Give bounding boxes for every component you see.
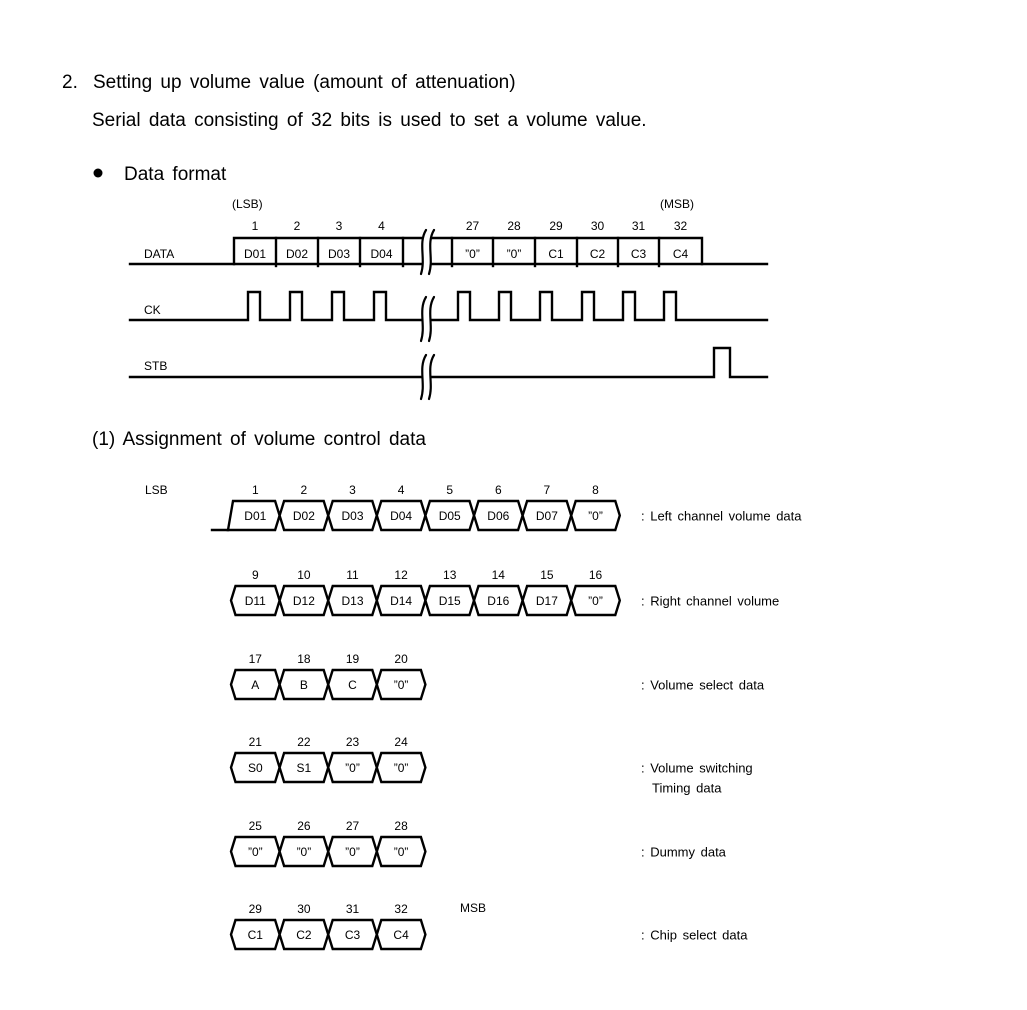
bit-cell-label: C2 [296, 928, 312, 942]
bit-number: 27 [465, 219, 480, 233]
lsb-label: LSB [145, 483, 168, 497]
bit-cell-label: D02 [292, 509, 315, 523]
data-cell: D03 [327, 247, 351, 261]
bit-number: 30 [590, 219, 605, 233]
signal-label-ck: CK [144, 303, 161, 317]
bit-number: 16 [588, 568, 603, 582]
msb-label: MSB [460, 901, 487, 915]
data-cell: C1 [548, 247, 564, 261]
lsb-label: (LSB) [232, 197, 263, 211]
row-description: : Left channel volume data [641, 508, 802, 524]
bit-number: 32 [673, 219, 688, 233]
bit-cell-label: ”0” [588, 509, 603, 523]
row-description: : Chip select data [641, 927, 748, 943]
data-cell: C3 [630, 247, 647, 261]
bit-cell-label: ”0” [393, 845, 409, 859]
bit-number: 13 [443, 568, 457, 582]
section-number: 2. [62, 72, 78, 93]
bit-cell-label: D14 [390, 594, 413, 608]
bit-number: 28 [507, 219, 521, 233]
bit-number: 8 [592, 483, 599, 497]
bit-number: 4 [378, 219, 385, 233]
bit-number: 26 [297, 819, 311, 833]
bit-number: 27 [345, 819, 360, 833]
signal-label-data: DATA [144, 247, 175, 261]
bit-cell-label: C4 [393, 928, 409, 942]
bit-cell-label: D13 [341, 594, 364, 608]
bit-cell-label: ”0” [345, 845, 360, 859]
bit-number: 6 [494, 483, 502, 497]
bit-cell-label: D12 [292, 594, 315, 608]
row-description: : Volume switching [641, 760, 753, 776]
bit-number: 28 [394, 819, 408, 833]
data-cell: D02 [285, 247, 309, 261]
bit-cell-label: ”0” [588, 594, 603, 608]
row-description: : Right channel volume [641, 593, 780, 609]
data-cell: D04 [370, 247, 393, 261]
data-cell: ”0” [506, 247, 522, 261]
bit-cell-label: S1 [296, 761, 312, 775]
bit-cell-label: D03 [341, 509, 364, 523]
bit-cell-label: ”0” [247, 845, 263, 859]
signal-label-stb: STB [144, 359, 168, 373]
stb-signal [130, 348, 767, 377]
bit-number: 5 [446, 483, 454, 497]
bit-cell-label: C3 [344, 928, 361, 942]
data-cell: C4 [672, 247, 689, 261]
bit-number: 18 [297, 652, 311, 666]
bit-number: 17 [248, 652, 262, 666]
bit-cell-label: D04 [390, 509, 413, 523]
bit-group-row [231, 652, 765, 699]
bit-number: 29 [248, 902, 262, 916]
bit-number: 9 [251, 568, 259, 582]
section-description: Serial data consisting of 32 bits is used to set a volume value. [92, 110, 647, 131]
bit-cell-label: A [251, 678, 260, 692]
bit-number: 19 [345, 652, 360, 666]
bit-number: 2 [293, 219, 301, 233]
bit-number: 14 [491, 568, 505, 582]
row-description: : Volume select data [641, 677, 765, 693]
bit-number: 21 [248, 735, 262, 749]
data-format-heading: Data format [124, 164, 227, 185]
bit-group-row [231, 568, 779, 615]
bit-group-row [212, 483, 802, 530]
bit-number: 3 [335, 219, 343, 233]
bit-number: 20 [394, 652, 408, 666]
msb-label: (MSB) [660, 197, 694, 211]
bit-cell-label: C1 [247, 928, 263, 942]
ck-signal [130, 292, 767, 320]
bit-cell-label: ”0” [393, 678, 409, 692]
bit-cell-label: D16 [487, 594, 510, 608]
bit-number: 3 [349, 483, 356, 497]
data-signal [130, 238, 767, 266]
row-description: Timing data [652, 780, 722, 796]
data-cell: D01 [243, 247, 267, 261]
bit-number: 7 [543, 483, 551, 497]
assignment-heading: (1) Assignment of volume control data [92, 429, 426, 450]
bit-number: 29 [549, 219, 563, 233]
bit-cell-label: B [299, 678, 308, 692]
timing-diagram [130, 197, 767, 399]
bit-number: 22 [297, 735, 311, 749]
bit-cell-label: D11 [244, 594, 266, 608]
bit-number: 11 [346, 568, 359, 582]
break-mark-icon [421, 230, 434, 274]
bit-cell-label: C [348, 678, 357, 692]
bit-number: 15 [540, 568, 554, 582]
bit-cell-label: D15 [438, 594, 461, 608]
bit-cell-label: D17 [535, 594, 558, 608]
bit-number: 23 [345, 735, 360, 749]
bit-number: 30 [297, 902, 311, 916]
data-cell: C2 [589, 247, 606, 261]
bit-cell-label: D06 [487, 509, 510, 523]
bit-cell-label: D01 [244, 509, 267, 523]
bit-number: 10 [297, 568, 311, 582]
bit-number: 32 [394, 902, 408, 916]
bit-number: 2 [300, 483, 308, 497]
bit-group-row [231, 735, 753, 796]
bullet-icon [94, 169, 103, 178]
bit-number: 31 [631, 219, 646, 233]
bit-number: 1 [251, 483, 259, 497]
bit-group-row [231, 819, 727, 866]
bit-number: 24 [394, 735, 408, 749]
bit-number: 31 [345, 902, 360, 916]
bit-cell-label: ”0” [296, 845, 312, 859]
row-description: : Dummy data [641, 844, 726, 860]
bit-cell-label: D07 [535, 509, 558, 523]
bit-number: 25 [248, 819, 262, 833]
bit-cell-label: ”0” [345, 761, 360, 775]
bit-group-row [231, 902, 748, 949]
bit-cell-label: D05 [438, 509, 461, 523]
bit-number: 12 [394, 568, 408, 582]
bit-cell-label: S0 [247, 761, 263, 775]
section-title: Setting up volume value (amount of attenuation) [93, 72, 516, 93]
data-cell: ”0” [465, 247, 480, 261]
bit-number: 4 [397, 483, 405, 497]
bit-cell-label: ”0” [393, 761, 409, 775]
bit-number: 1 [251, 219, 259, 233]
assignment-diagram [145, 483, 802, 949]
